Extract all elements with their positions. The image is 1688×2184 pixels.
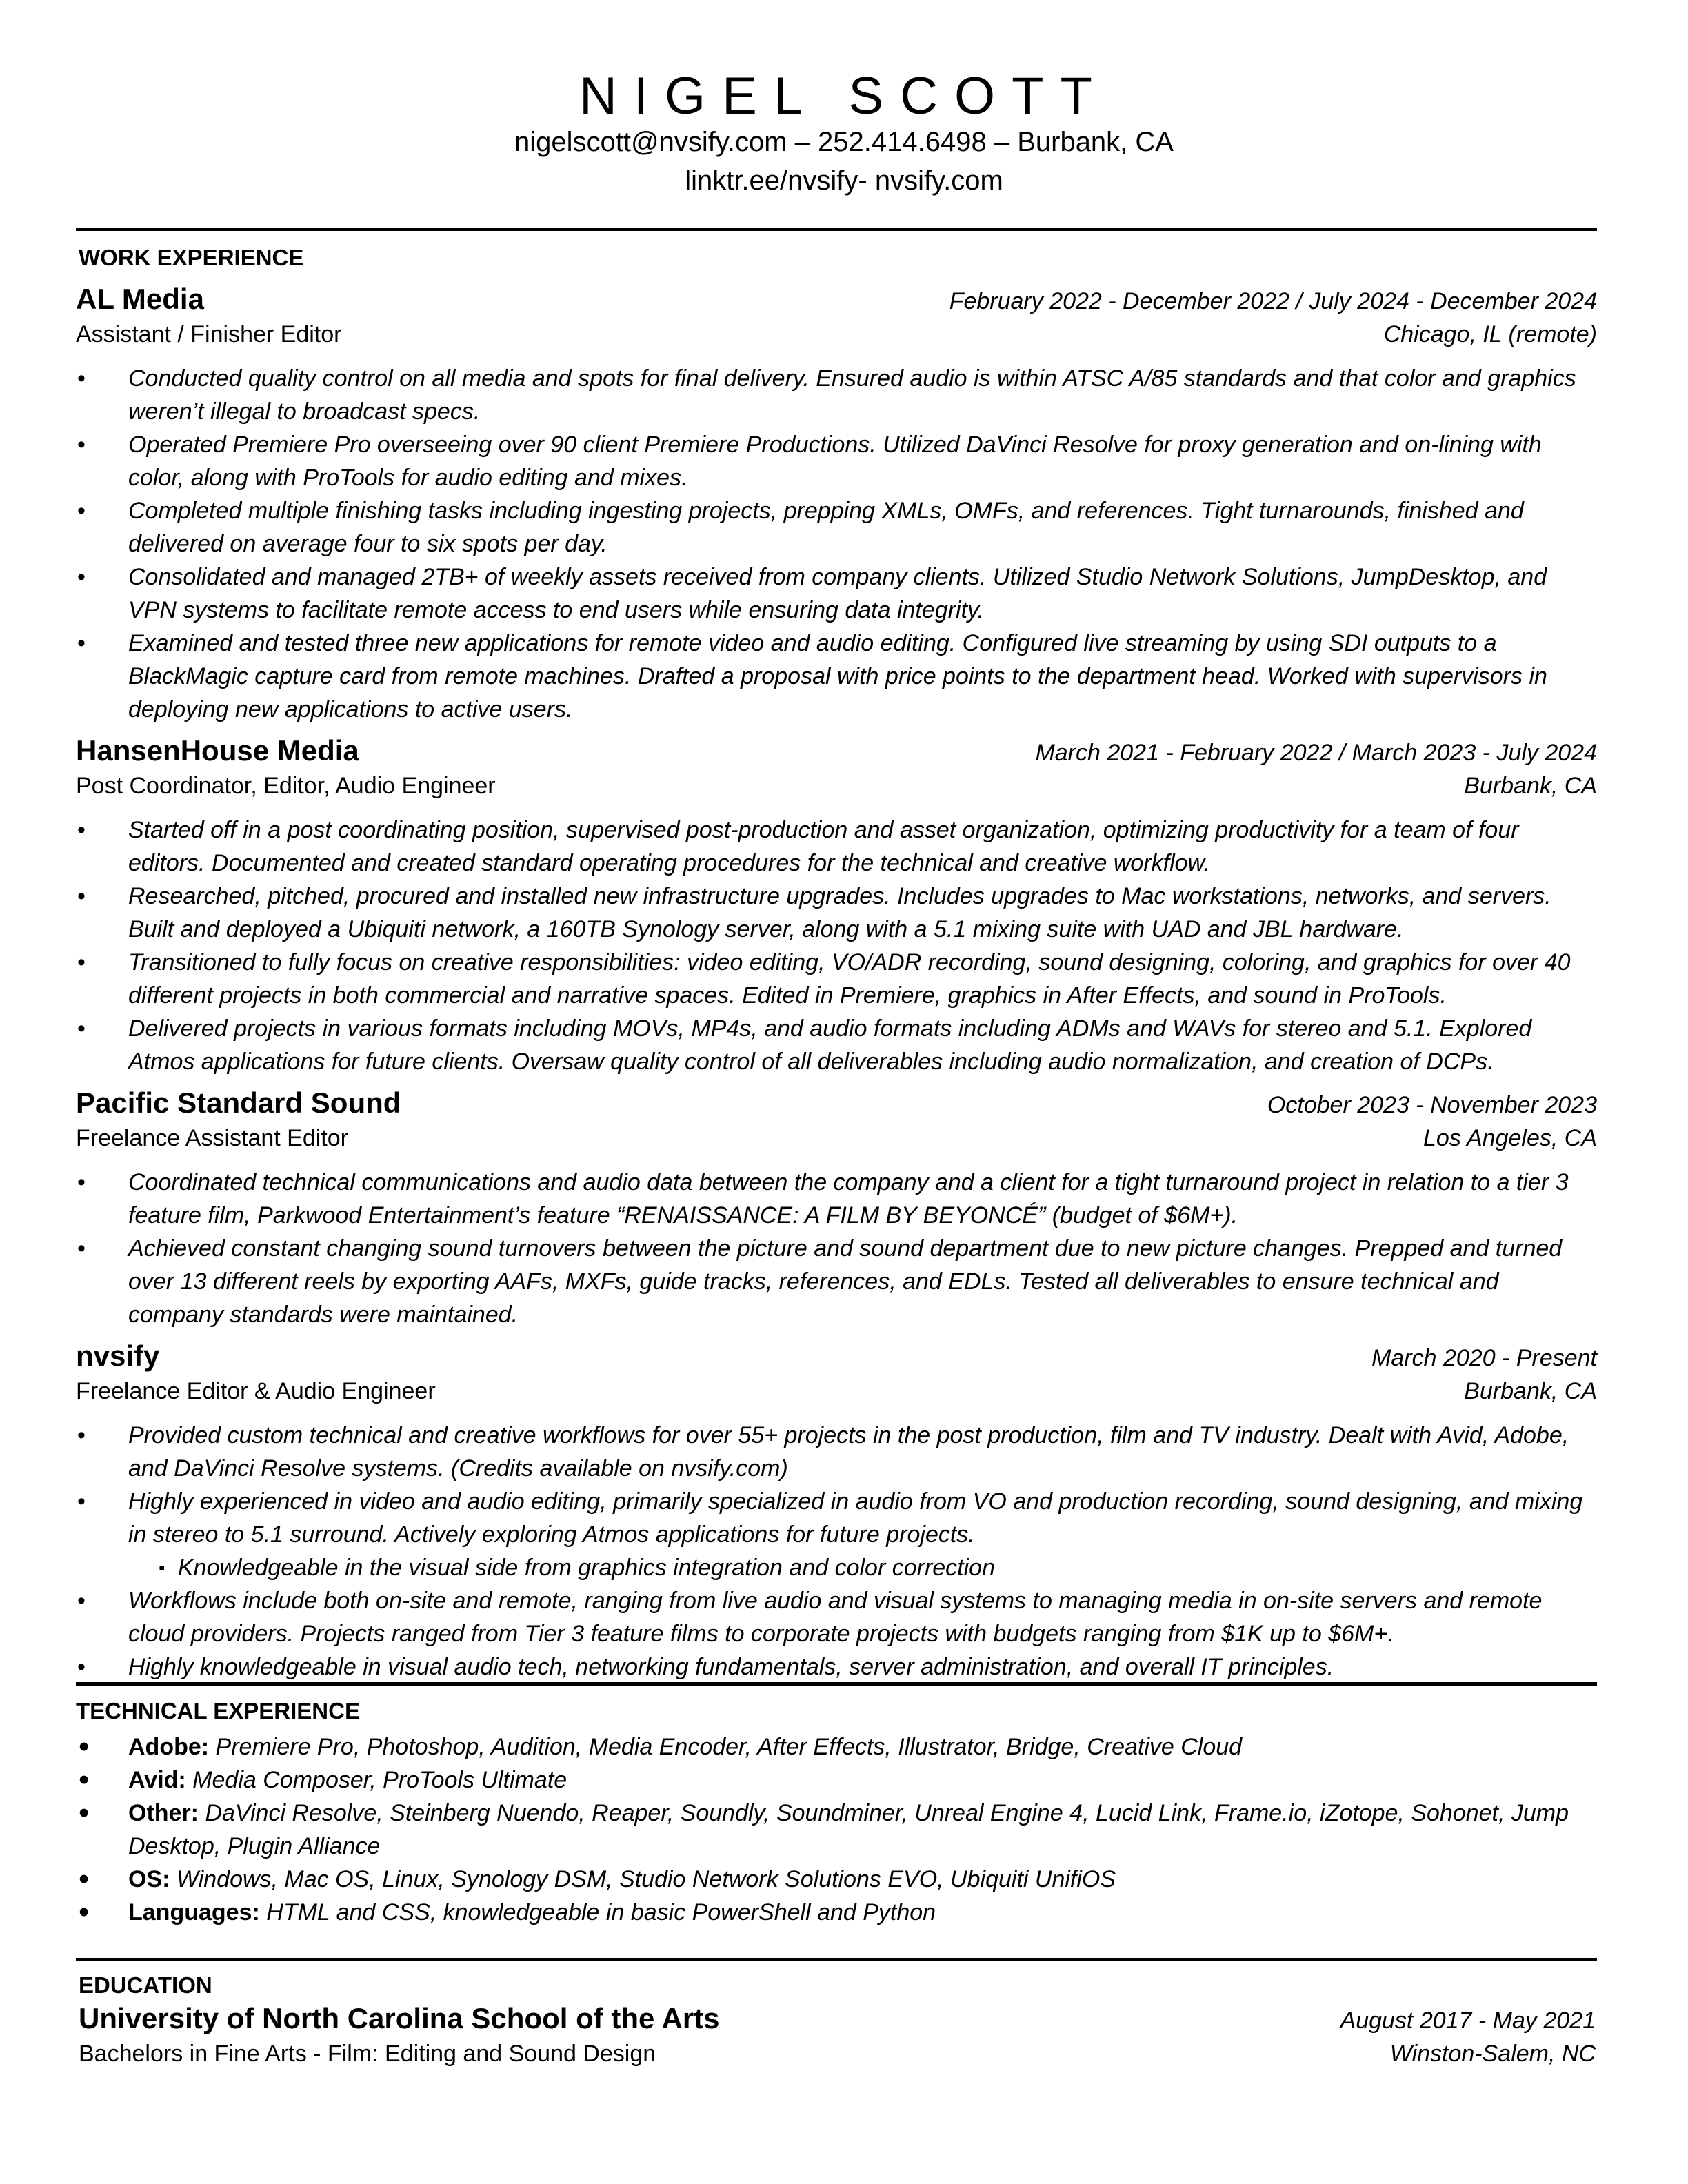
- education-section: [79, 1969, 1596, 2070]
- tech-item: • OS: Windows, Mac OS, Linux, Synology DSM, Studio Network Solutions EVO, Ubiquiti UnifiOS: [79, 1862, 1116, 1896]
- bullet-text: Consolidated and managed 2TB+ of weekly assets received from company clients. Utilized Studio Network Solutions, JumpDesktop, and VPN systems to facilitate remote access to end users while ensuring data integrity.: [128, 564, 1547, 623]
- bullet-item: • Started off in a post coordinating position, supervised post-production and asset organization, optimizing productivity for a team of four editors. Documented and created standard operating procedures for the technical and creative workflow.: [77, 817, 1519, 876]
- job-role: Freelance Assistant Editor: [76, 1125, 348, 1151]
- bullet-text: Workflows include both on-site and remote, ranging from live audio and visual systems to managing media in on-site servers and remote cloud providers. Projects ranged from Tier 3 feature films to corporate projects with budgets ranging from $1K up to $6M+.: [128, 1588, 1543, 1647]
- job-location: Burbank, CA: [1464, 1378, 1597, 1404]
- bullet-item: • Provided custom technical and creative workflows for over 55+ projects in the post production, film and TV industry. Dealt with Avid, Adobe, and DaVinci Resolve systems. (Credits available on nvsify.com): [77, 1422, 1569, 1482]
- bullet-item: • Conducted quality control on all media and spots for final delivery. Ensured audio is within ATSC A/85 standards and that color and graphics weren’t illegal to broadcast specs.: [77, 365, 1576, 425]
- bullet-text: Completed multiple finishing tasks including ingesting projects, prepping XMLs, OMFs, and references. Tight turnarounds, finished and delivered on average four to six spots per day.: [128, 498, 1524, 557]
- job-role: Freelance Editor & Audio Engineer: [76, 1378, 436, 1404]
- job-dates: October 2023 - November 2023: [1267, 1092, 1597, 1118]
- job-entry: [76, 1086, 1597, 1331]
- bullet-text: Highly knowledgeable in visual audio tech, networking fundamentals, server administration, and overall IT principles.: [128, 1654, 1334, 1680]
- job-entry: [76, 734, 1597, 1078]
- bullet-text: Achieved constant changing sound turnovers between the picture and sound department due to new picture changes. Prepped and turned over 13 different reels by exporting AAFs, MXFs, guide tracks, references, and EDLs. Tested all deliverables to ensure technical and company standards were maintained.: [128, 1235, 1563, 1328]
- tech-value: HTML and CSS, knowledgeable in basic PowerShell and Python: [266, 1899, 936, 1925]
- bullet-text: Started off in a post coordinating position, supervised post-production and asset organization, optimizing productivity for a team of four editors. Documented and created standard operating procedures for the technical and creative workflow.: [128, 817, 1519, 876]
- tech-value: Windows, Mac OS, Linux, Synology DSM, Studio Network Solutions EVO, Ubiquiti UnifiOS: [176, 1866, 1116, 1892]
- section-title: EDUCATION: [79, 1972, 212, 1998]
- bullet-text: Operated Premiere Pro overseeing over 90 client Premiere Productions. Utilized DaVinci Resolve for proxy generation and on-lining with color, along with ProTools for audio editing and mixes.: [128, 432, 1542, 491]
- bullet-text: Provided custom technical and creative workflows for over 55+ projects in the post production, film and TV industry. Dealt with Avid, Adobe, and DaVinci Resolve systems. (Credits available on nvsify.com): [128, 1422, 1569, 1482]
- job-bullets: [76, 1166, 1597, 1331]
- work-experience-section: [76, 241, 1597, 1684]
- bullet-text: Researched, pitched, procured and installed new infrastructure upgrades. Includes upgrades to Mac workstations, networks, and servers. Built and deployed a Ubiquiti network, a 160TB Synology server, along with a 5.1 mixing suite with UAD and JBL hardware.: [128, 883, 1551, 942]
- tech-item: • Other: DaVinci Resolve, Steinberg Nuendo, Reaper, Soundly, Soundminer, Unreal Engine 4, Lucid Link, Frame.io, iZotope, Sohonet, Jump Desktop, Plugin Alliance: [79, 1796, 1569, 1859]
- bullet-text: Knowledgeable in the visual side from graphics integration and color correction: [178, 1555, 996, 1581]
- job-bullets-continued: [76, 1584, 1597, 1684]
- bullet-text: Delivered projects in various formats including MOVs, MP4s, and audio formats including ADMs and WAVs for stereo and 5.1. Explored Atmos applications for future clients. Oversaw quality control of all deliverables including audio normalization, and creation of DCPs.: [128, 1015, 1532, 1075]
- sub-bullet-item: ▪ Knowledgeable in the visual side from graphics integration and color correction: [159, 1555, 996, 1581]
- tech-value: DaVinci Resolve, Steinberg Nuendo, Reaper, Soundly, Soundminer, Unreal Engine 4, Lucid Link, Frame.io, iZotope, Sohonet, Jump Desktop, Plugin Alliance: [128, 1800, 1569, 1859]
- bullet-item: • Operated Premiere Pro overseeing over 90 client Premiere Productions. Utilized DaVinci Resolve for proxy generation and on-lining with color, along with ProTools for audio editing and mixes.: [77, 432, 1542, 491]
- tech-value: Premiere Pro, Photoshop, Audition, Media Encoder, After Effects, Illustrator, Bridge, Creative Cloud: [215, 1734, 1243, 1760]
- tech-label: OS:: [128, 1866, 170, 1892]
- bullet-item: • Highly knowledgeable in visual audio tech, networking fundamentals, server administration, and overall IT principles.: [77, 1654, 1334, 1680]
- job-role: Post Coordinator, Editor, Audio Engineer: [76, 773, 496, 799]
- candidate-name: NIGEL SCOTT: [579, 67, 1109, 125]
- bullet-item: • Delivered projects in various formats including MOVs, MP4s, and audio formats including ADMs and WAVs for stereo and 5.1. Explored Atmos applications for future clients. Oversaw quality control of all deliverables including audio normalization, and creation of DCPs.: [77, 1015, 1532, 1075]
- technical-list: [76, 1730, 1597, 1929]
- bullet-item: • Consolidated and managed 2TB+ of weekly assets received from company clients. Utilized Studio Network Solutions, JumpDesktop, and VPN systems to facilitate remote access to end users while ensuring data integrity.: [77, 564, 1547, 623]
- company-name: HansenHouse Media: [76, 734, 359, 767]
- divider: [76, 1682, 1597, 1686]
- tech-label: Avid:: [128, 1767, 186, 1793]
- tech-label: Languages:: [128, 1899, 260, 1925]
- job-location: Chicago, IL (remote): [1383, 321, 1597, 347]
- bullet-item: • Coordinated technical communications and audio data between the company and a client for a tight turnaround project in relation to a tier 3 feature film, Parkwood Entertainment’s feature “RENAISSANCE: A FILM BY BEYONCÉ” (budget of $6M+).: [77, 1169, 1569, 1228]
- tech-item: • Avid: Media Composer, ProTools Ultimate: [79, 1763, 567, 1797]
- bullet-item: • Examined and tested three new applications for remote video and audio editing. Configured live streaming by using SDI outputs to a BlackMagic capture card from remote machines. Drafted a proposal with price points to the department head. Worked with supervisors in deploying new applications to active users.: [77, 630, 1547, 722]
- job-dates: February 2022 - December 2022 / July 2024 - December 2024: [949, 288, 1597, 314]
- job-bullets: [76, 1419, 1597, 1551]
- contact-line: nigelscott@nvsify.com – 252.414.6498 – Burbank, CA: [514, 127, 1174, 157]
- bullet-text: Examined and tested three new applications for remote video and audio editing. Configured live streaming by using SDI outputs to a BlackMagic capture card from remote machines. Drafted a proposal with price points to the department head. Worked with supervisors in deploying new applications to active users.: [128, 630, 1547, 722]
- company-name: nvsify: [76, 1339, 160, 1372]
- tech-item: • Languages: HTML and CSS, knowledgeable in basic PowerShell and Python: [79, 1895, 936, 1929]
- job-bullets: [76, 362, 1597, 726]
- tech-label: Adobe:: [128, 1734, 210, 1760]
- bullet-item: • Completed multiple finishing tasks including ingesting projects, prepping XMLs, OMFs, and references. Tight turnarounds, finished and delivered on average four to six spots per day.: [77, 498, 1524, 557]
- education-dates: August 2017 - May 2021: [1340, 2008, 1596, 2034]
- bullet-text: Conducted quality control on all media and spots for final delivery. Ensured audio is within ATSC A/85 standards and that color and graphics weren’t illegal to broadcast specs.: [128, 365, 1576, 425]
- bullet-item: • Achieved constant changing sound turnovers between the picture and sound department due to new picture changes. Prepped and turned over 13 different reels by exporting AAFs, MXFs, guide tracks, references, and EDLs. Tested all deliverables to ensure technical and company standards were maintained.: [77, 1235, 1563, 1328]
- divider: [76, 228, 1597, 231]
- degree: Bachelors in Fine Arts - Film: Editing and Sound Design: [79, 2041, 656, 2067]
- company-name: AL Media: [76, 283, 204, 315]
- divider: [76, 1958, 1597, 1961]
- job-bullets: [76, 813, 1597, 1078]
- bullet-text: Transitioned to fully focus on creative responsibilities: video editing, VO/ADR recording, sound designing, coloring, and graphics for over 40 different projects in both commercial and narrative spaces. Edited in Premiere, graphics in After Effects, and sound in ProTools.: [128, 949, 1571, 1009]
- links-line: linktr.ee/nvsify- nvsify.com: [685, 165, 1003, 196]
- education-location: Winston-Salem, NC: [1389, 2041, 1596, 2067]
- technical-experience-section: [76, 1695, 1597, 1929]
- tech-value: Media Composer, ProTools Ultimate: [192, 1767, 567, 1793]
- bullet-item: • Highly experienced in video and audio editing, primarily specialized in audio from VO and production recording, sound designing, and mixing in stereo to 5.1 surround. Actively exploring Atmos applications for future projects.: [77, 1488, 1583, 1548]
- bullet-text: Highly experienced in video and audio editing, primarily specialized in audio from VO and production recording, sound designing, and mixing in stereo to 5.1 surround. Actively exploring Atmos applications for future projects.: [128, 1488, 1583, 1548]
- company-name: Pacific Standard Sound: [76, 1086, 401, 1119]
- tech-item: • Adobe: Premiere Pro, Photoshop, Audition, Media Encoder, After Effects, Illustrator, Bridge, Creative Cloud: [79, 1730, 1243, 1763]
- bullet-item: • Workflows include both on-site and remote, ranging from live audio and visual systems to managing media in on-site servers and remote cloud providers. Projects ranged from Tier 3 feature films to corporate projects with budgets ranging from $1K up to $6M+.: [77, 1588, 1543, 1647]
- job-role: Assistant / Finisher Editor: [76, 321, 342, 347]
- section-title: TECHNICAL EXPERIENCE: [76, 1698, 360, 1723]
- job-entry: [76, 1339, 1597, 1684]
- job-entry: [76, 283, 1597, 726]
- job-dates: March 2021 - February 2022 / March 2023 - July 2024: [1035, 740, 1597, 766]
- sub-bullets: [76, 1551, 1597, 1584]
- bullet-item: • Transitioned to fully focus on creative responsibilities: video editing, VO/ADR recording, sound designing, coloring, and graphics for over 40 different projects in both commercial and narrative spaces. Edited in Premiere, graphics in After Effects, and sound in ProTools.: [77, 949, 1571, 1009]
- tech-label: Other:: [128, 1800, 199, 1826]
- school-name: University of North Carolina School of the Arts: [79, 2002, 720, 2034]
- job-dates: March 2020 - Present: [1372, 1345, 1597, 1371]
- job-location: Burbank, CA: [1464, 773, 1597, 799]
- bullet-item: • Researched, pitched, procured and installed new infrastructure upgrades. Includes upgrades to Mac workstations, networks, and servers. Built and deployed a Ubiquiti network, a 160TB Synology server, along with a 5.1 mixing suite with UAD and JBL hardware.: [77, 883, 1551, 942]
- section-title: WORK EXPERIENCE: [79, 245, 304, 270]
- job-location: Los Angeles, CA: [1423, 1125, 1597, 1151]
- bullet-text: Coordinated technical communications and audio data between the company and a client for a tight turnaround project in relation to a tier 3 feature film, Parkwood Entertainment’s feature “RENAISSANCE: A FILM BY BEYONCÉ” (budget of $6M+).: [128, 1169, 1569, 1228]
